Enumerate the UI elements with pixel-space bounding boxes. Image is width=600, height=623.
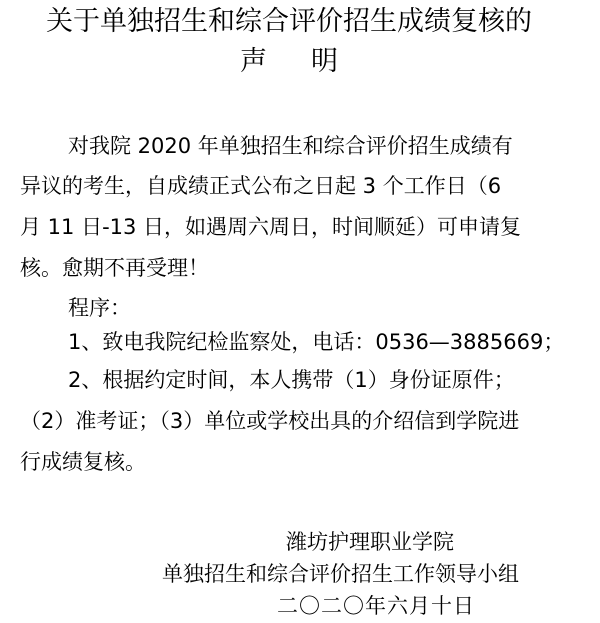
body-line: 异议的考生，自成绩正式公布之日起 3 个工作日（6	[20, 174, 502, 198]
document-title: 关于单独招生和综合评价招生成绩复核的	[46, 6, 532, 37]
procedure-step-2-continued: 行成绩复核。	[20, 450, 146, 474]
procedure-heading: 程序：	[68, 296, 131, 320]
body-line: 月 11 日-13 日，如遇周六周日，时间顺延）可申请复	[20, 215, 522, 239]
body-line: 核。愈期不再受理！	[20, 256, 209, 280]
signature-institution: 潍坊护理职业学院	[286, 530, 454, 554]
body-line: 对我院 2020 年单独招生和综合评价招生成绩有	[68, 134, 513, 158]
signature-date: 二〇二〇年六月十日	[277, 594, 475, 618]
document-title-subline: 声明	[240, 46, 382, 77]
procedure-step-1: 1、致电我院纪检监察处，电话：0536—3885669；	[68, 330, 565, 354]
signature-group: 单独招生和综合评价招生工作领导小组	[162, 562, 519, 586]
procedure-step-2-continued: （2）准考证；（3）单位或学校出具的介绍信到学院进	[20, 409, 520, 433]
procedure-step-2: 2、根据约定时间，本人携带（1）身份证原件；	[68, 368, 515, 392]
